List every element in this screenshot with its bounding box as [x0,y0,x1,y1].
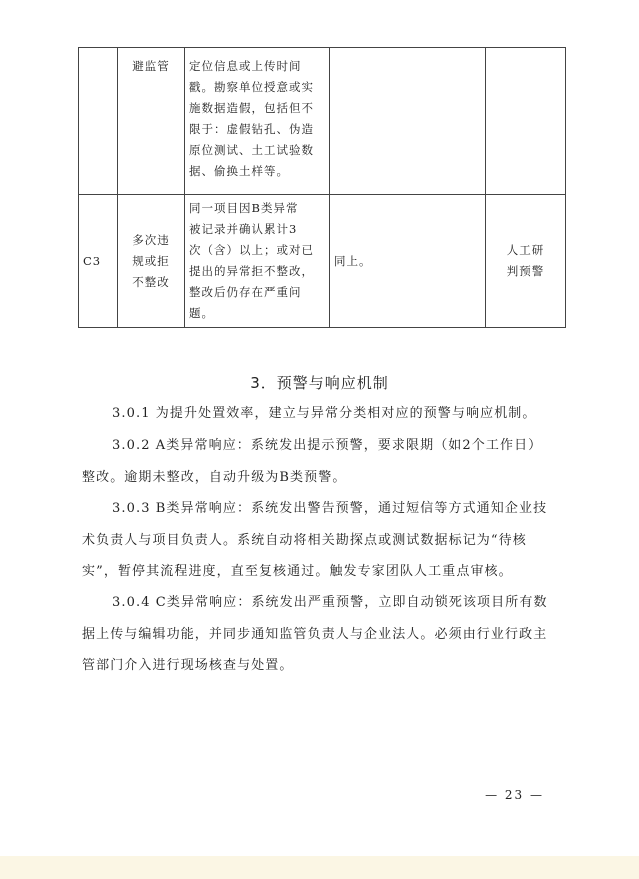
page-number: — 23 — [485,788,544,802]
table-cell-name: 多次违 规或拒 不整改 [118,195,185,328]
paragraph-3-0-3: 3.0.3 B类异常响应：系统发出警告预警，通过短信等方式通知企业技术负责人与项目负责人。系统自动将相关勘探点或测试数据标记为“待核实”，暂停其流程进度，直至复核通过。触发专家团队人工重点审核。 [82,501,548,579]
table-cell-detail: 定位信息或上传时间 戳。勘察单位授意或实 施数据造假，包括但不 限于：虚假钻孔、伪造 原位测试、土工试验数 据、偷换土样等。 [185,48,330,195]
table-cell-method: 人工研 判预警 [486,195,566,328]
paragraph-3-0-2: 3.0.2 A类异常响应：系统发出提示预警，要求限期（如2个工作日）整改。逾期未整改，自动升级为B类预警。 [82,438,543,485]
footer-band [0,856,639,879]
warning-table [78,47,566,328]
table-cell-detail: 同一项目因B类异常 被记录并确认累计3 次（含）以上；或对已 提出的异常拒不整改， 整改后仍存在严重问 题。 [185,195,330,328]
paragraph-3-0-4: 3.0.4 C类异常响应：系统发出严重预警，立即自动锁死该项目所有数据上传与编辑功能，并同步通知监管负责人与企业法人。必须由行业行政主管部门介入进行现场核查与处置。 [82,595,548,673]
table-row [79,195,566,328]
table-row [79,48,566,195]
paragraph-3-0-1: 3.0.1 为提升处置效率，建立与异常分类相对应的预警与响应机制。 [112,406,537,421]
table-cell-method [486,48,566,195]
table-cell-code [79,48,118,195]
table-cell-response [330,48,486,195]
section-heading: 3．预警与响应机制 [250,374,389,392]
table-cell-code: C3 [79,195,118,328]
table-cell-name: 避监管 [118,48,185,195]
table-cell-response: 同上。 [330,195,486,328]
